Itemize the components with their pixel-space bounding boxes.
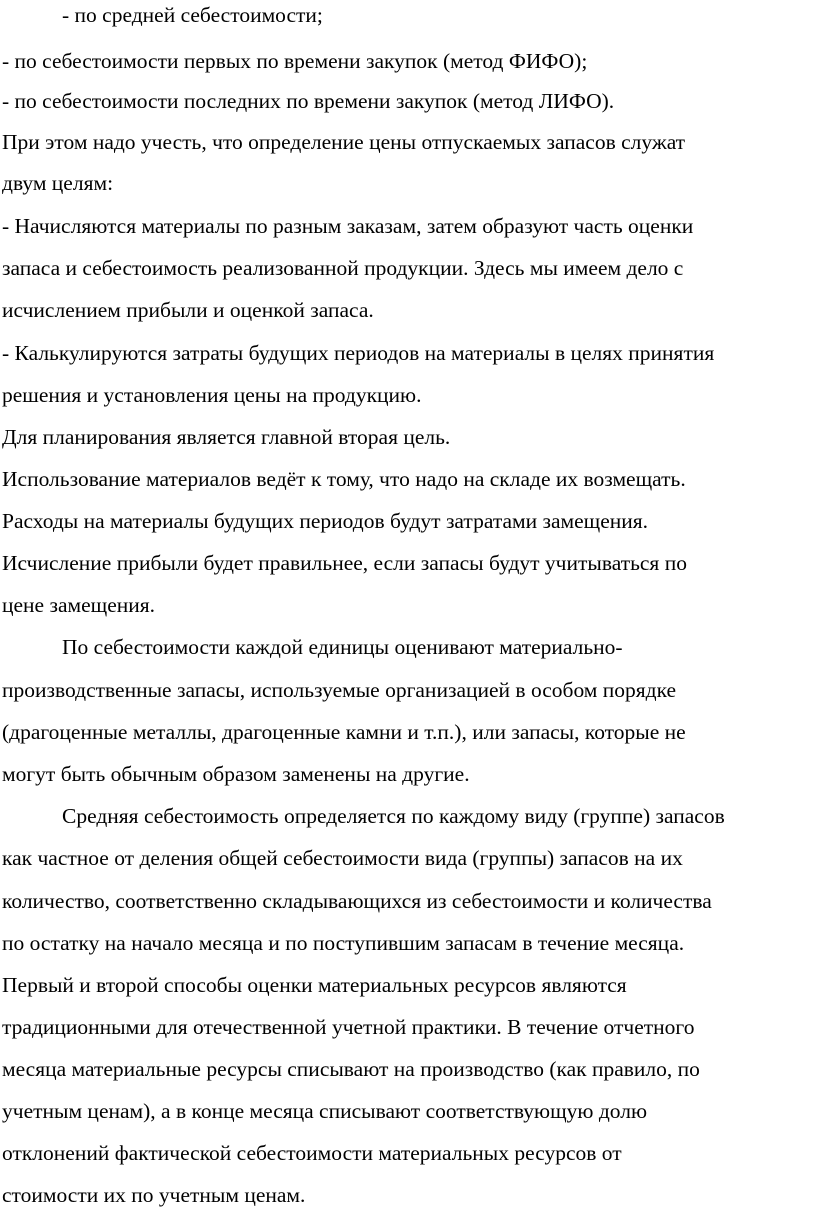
text-line: - по себестоимости первых по времени закупок (метод ФИФО);: [2, 49, 588, 73]
text-line: двум целям:: [2, 171, 114, 195]
text-line: По себестоимости каждой единицы оценивают материально-: [62, 635, 623, 659]
text-line: могут быть обычным образом заменены на другие.: [2, 762, 470, 786]
text-line: - Начисляются материалы по разным заказам, затем образуют часть оценки: [2, 214, 694, 238]
text-line: как частное от деления общей себестоимости вида (группы) запасов на их: [2, 846, 683, 870]
text-line: производственные запасы, используемые организацией в особом порядке: [2, 678, 677, 702]
text-line: Расходы на материалы будущих периодов будут затратами замещения.: [2, 509, 649, 533]
text-line: - по себестоимости последних по времени закупок (метод ЛИФО).: [2, 89, 615, 113]
text-line: Первый и второй способы оценки материальных ресурсов являются: [2, 973, 627, 997]
text-line: Исчисление прибыли будет правильнее, если запасы будут учитываться по: [2, 551, 687, 575]
text-line: традиционными для отечественной учетной практики. В течение отчетного: [2, 1015, 695, 1039]
text-line: исчислением прибыли и оценкой запаса.: [2, 298, 374, 322]
text-line: учетным ценам), а в конце месяца списывают соответствующую долю: [2, 1099, 648, 1123]
text-line: месяца материальные ресурсы списывают на производство (как правило, по: [2, 1057, 700, 1081]
text-line: При этом надо учесть, что определение цены отпускаемых запасов служат: [2, 130, 686, 154]
text-line: решения и установления цены на продукцию.: [2, 383, 422, 407]
text-line: Использование материалов ведёт к тому, что надо на складе их возмещать.: [2, 467, 686, 491]
text-line: - Калькулируются затраты будущих периодов на материалы в целях принятия: [2, 341, 715, 365]
text-line: по остатку на начало месяца и по поступившим запасам в течение месяца.: [2, 931, 685, 955]
text-line: запаса и себестоимость реализованной продукции. Здесь мы имеем дело с: [2, 256, 684, 280]
text-line: - по средней себестоимости;: [62, 3, 323, 27]
text-line: количество, соответственно складывающихся из себестоимости и количества: [2, 889, 712, 913]
text-line: Для планирования является главной вторая цель.: [2, 425, 451, 449]
text-line: цене замещения.: [2, 593, 156, 617]
text-line: (драгоценные металлы, драгоценные камни и т.п.), или запасы, которые не: [2, 720, 686, 744]
text-line: отклонений фактической себестоимости материальных ресурсов от: [2, 1141, 622, 1165]
text-line: Средняя себестоимость определяется по каждому виду (группе) запасов: [62, 804, 725, 828]
text-line: стоимости их по учетным ценам.: [2, 1183, 306, 1207]
